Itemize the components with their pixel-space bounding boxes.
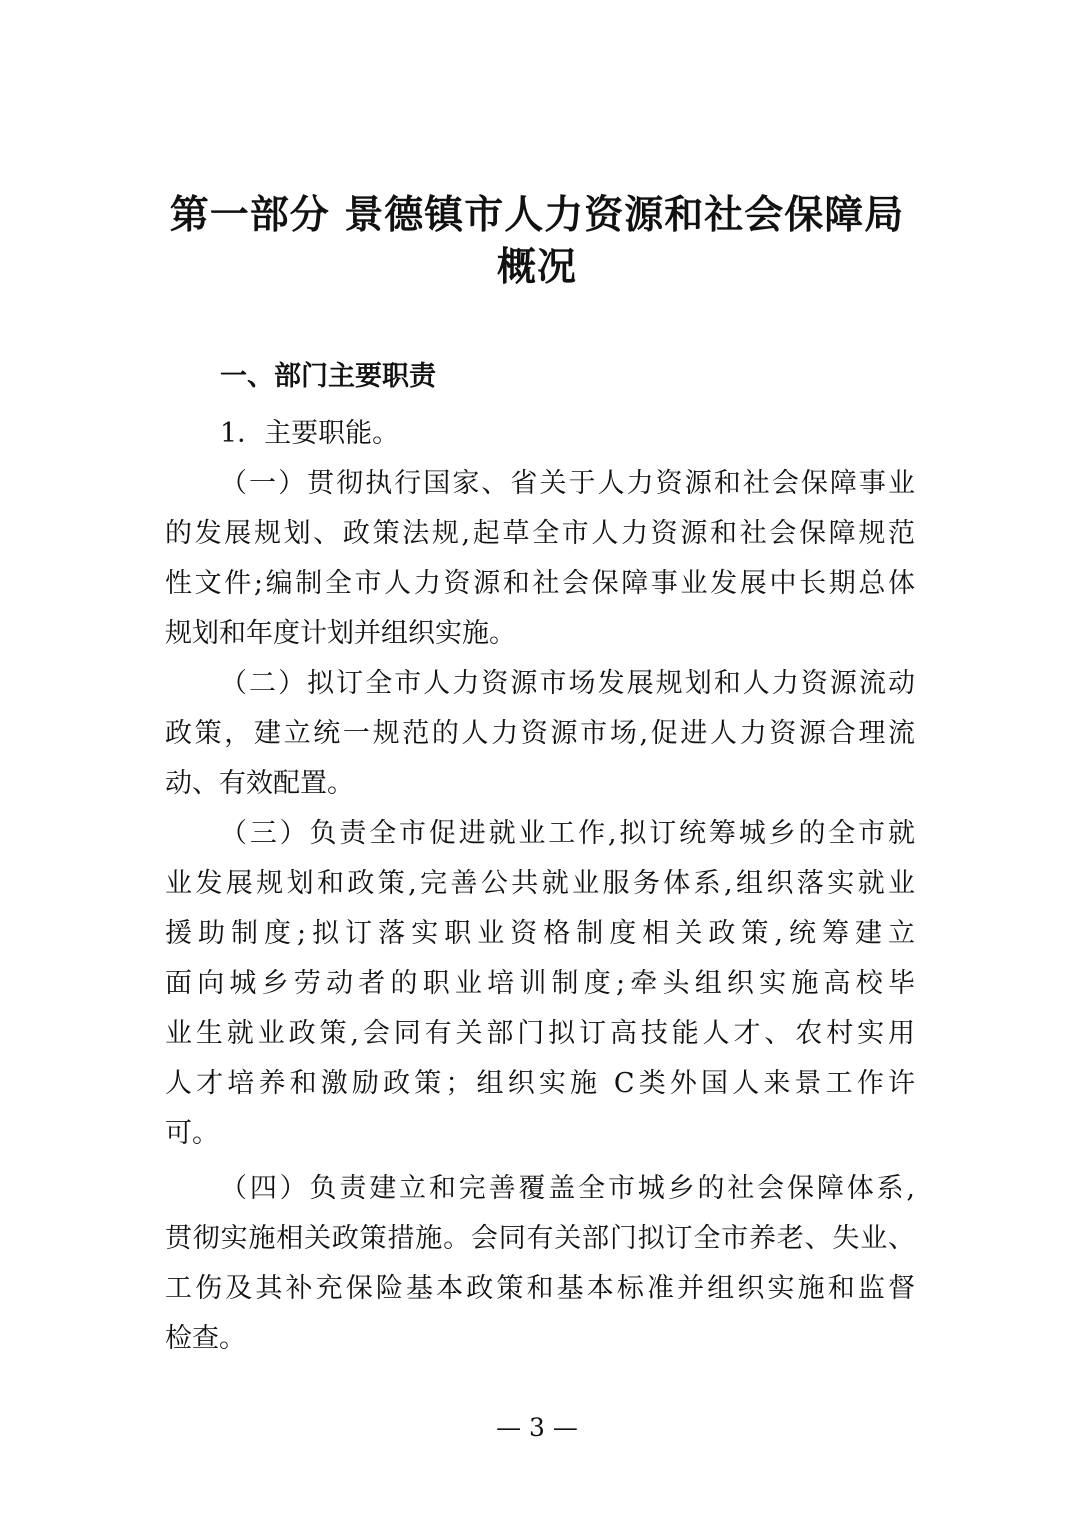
paragraph-line: 可。	[165, 1118, 219, 1149]
section-heading: 一、部门主要职责	[220, 361, 436, 392]
paragraph-line: 贯彻实施相关政策措施。会同有关部门拟订全市养老、失业、	[165, 1223, 915, 1254]
paragraph-line: （三）负责全市促进就业工作,拟订统筹城乡的全市就	[220, 818, 915, 849]
paragraph-line: 人才培养和激励政策；组织实施 C类外国人来景工作许	[165, 1068, 915, 1099]
paragraph-line: 检查。	[165, 1323, 246, 1354]
paragraph-line: 援助制度;拟订落实职业资格制度相关政策,统筹建立	[165, 918, 915, 949]
document-title-line-1: 第一部分 景德镇市人力资源和社会保障局	[169, 193, 905, 238]
paragraph-line: 面向城乡劳动者的职业培训制度;牵头组织实施高校毕	[165, 968, 915, 999]
subsection-heading: 1．主要职能。	[220, 418, 400, 449]
paragraph-line: 动、有效配置。	[165, 768, 354, 799]
paragraph-line: 业发展规划和政策,完善公共就业服务体系,组织落实就业	[165, 868, 915, 899]
paragraph-line: 的发展规划、政策法规,起草全市人力资源和社会保障规范	[165, 518, 915, 549]
document-title-line-2: 概况	[496, 245, 577, 290]
paragraph-line: 性文件;编制全市人力资源和社会保障事业发展中长期总体	[165, 568, 915, 599]
paragraph-line: 政策，建立统一规范的人力资源市场,促进人力资源合理流	[165, 718, 915, 749]
paragraph-line: （一）贯彻执行国家、省关于人力资源和社会保障事业	[220, 468, 915, 499]
paragraph-line: （四）负责建立和完善覆盖全市城乡的社会保障体系,	[220, 1173, 915, 1204]
paragraph-line: 规划和年度计划并组织实施。	[165, 618, 516, 649]
paragraph-line: 工伤及其补充保险基本政策和基本标准并组织实施和监督	[165, 1273, 915, 1304]
paragraph-line: 业生就业政策,会同有关部门拟订高技能人才、农村实用	[165, 1018, 915, 1049]
paragraph-line: （二）拟订全市人力资源市场发展规划和人力资源流动	[220, 668, 915, 699]
page-number: — 3 —	[496, 1413, 578, 1442]
